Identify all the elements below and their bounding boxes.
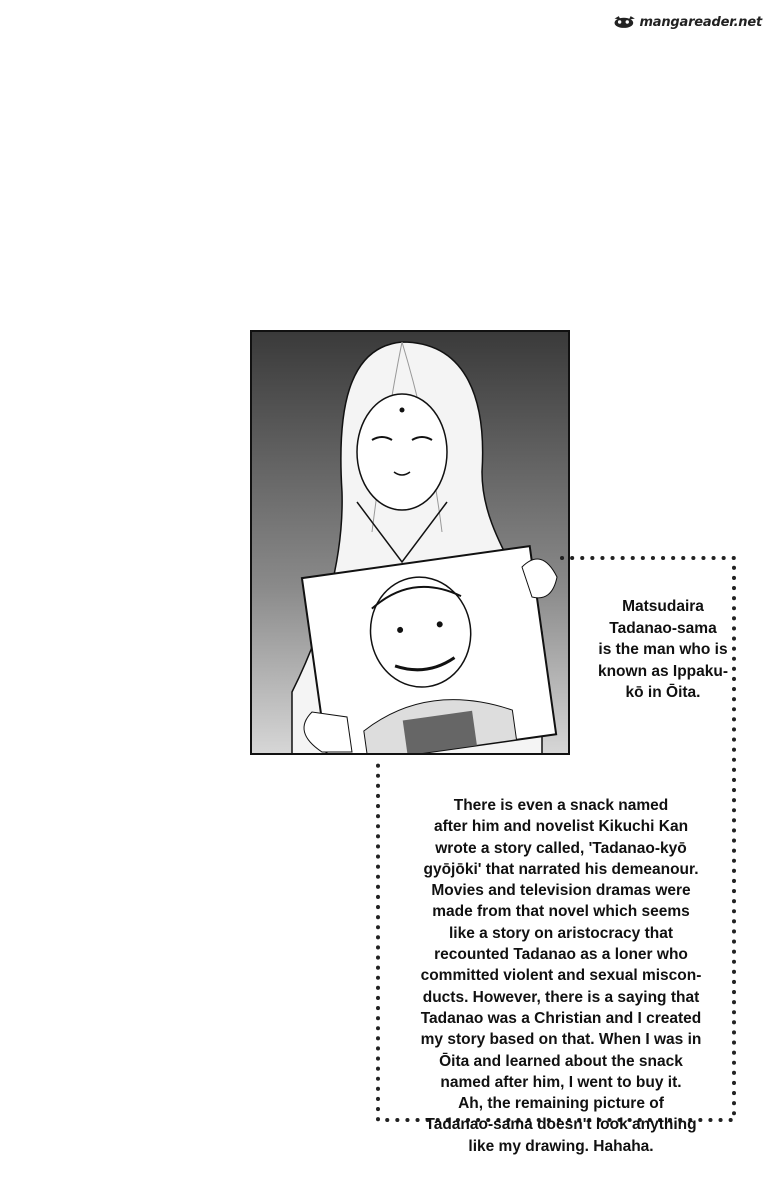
- caption-line: made from that novel which seems: [432, 903, 690, 921]
- caption-line: named after him, I went to buy it.: [440, 1073, 682, 1091]
- caption-line: like a story on aristocracy that: [449, 924, 673, 942]
- caption-line: after him and novelist Kikuchi Kan: [433, 818, 689, 836]
- caption-line: Ah, the remaining picture of: [458, 1095, 664, 1113]
- caption-line: is the man who is: [598, 641, 728, 658]
- caption-line: Movies and television dramas were: [431, 882, 691, 900]
- caption-line: ducts. However, there is a saying that: [422, 988, 700, 1006]
- caption-top: [568, 596, 758, 704]
- caption-line: Tadanao-sama doesn't look anything: [425, 1116, 697, 1134]
- caption-line: like my drawing. Hahaha.: [468, 1137, 654, 1155]
- caption-bottom: [380, 795, 742, 1157]
- caption-line: known as Ippaku-: [597, 662, 729, 680]
- mangareader-logo-icon: [612, 12, 637, 32]
- caption-line: Tadanao was a Christian and I created: [420, 1009, 702, 1027]
- caption-line: There is even a snack named: [453, 797, 669, 814]
- caption-line: committed violent and sexual miscon-: [420, 967, 702, 985]
- caption-line: wrote a story called, 'Tadanao-kyō: [435, 839, 687, 857]
- caption-line: my story based on that. When I was in: [420, 1031, 702, 1049]
- caption-line: gyōjōki' that narrated his demeanour.: [423, 860, 699, 878]
- caption-line: kō in Ōita.: [625, 684, 701, 701]
- caption-line: recounted Tadanao as a loner who: [434, 946, 688, 964]
- caption-line: Tadanao-sama: [609, 619, 717, 637]
- caption-line: Ōita and learned about the snack: [439, 1052, 683, 1070]
- caption-line: Matsudaira: [622, 598, 704, 615]
- watermark: [612, 12, 762, 32]
- watermark-text: mangareader.net: [639, 14, 762, 30]
